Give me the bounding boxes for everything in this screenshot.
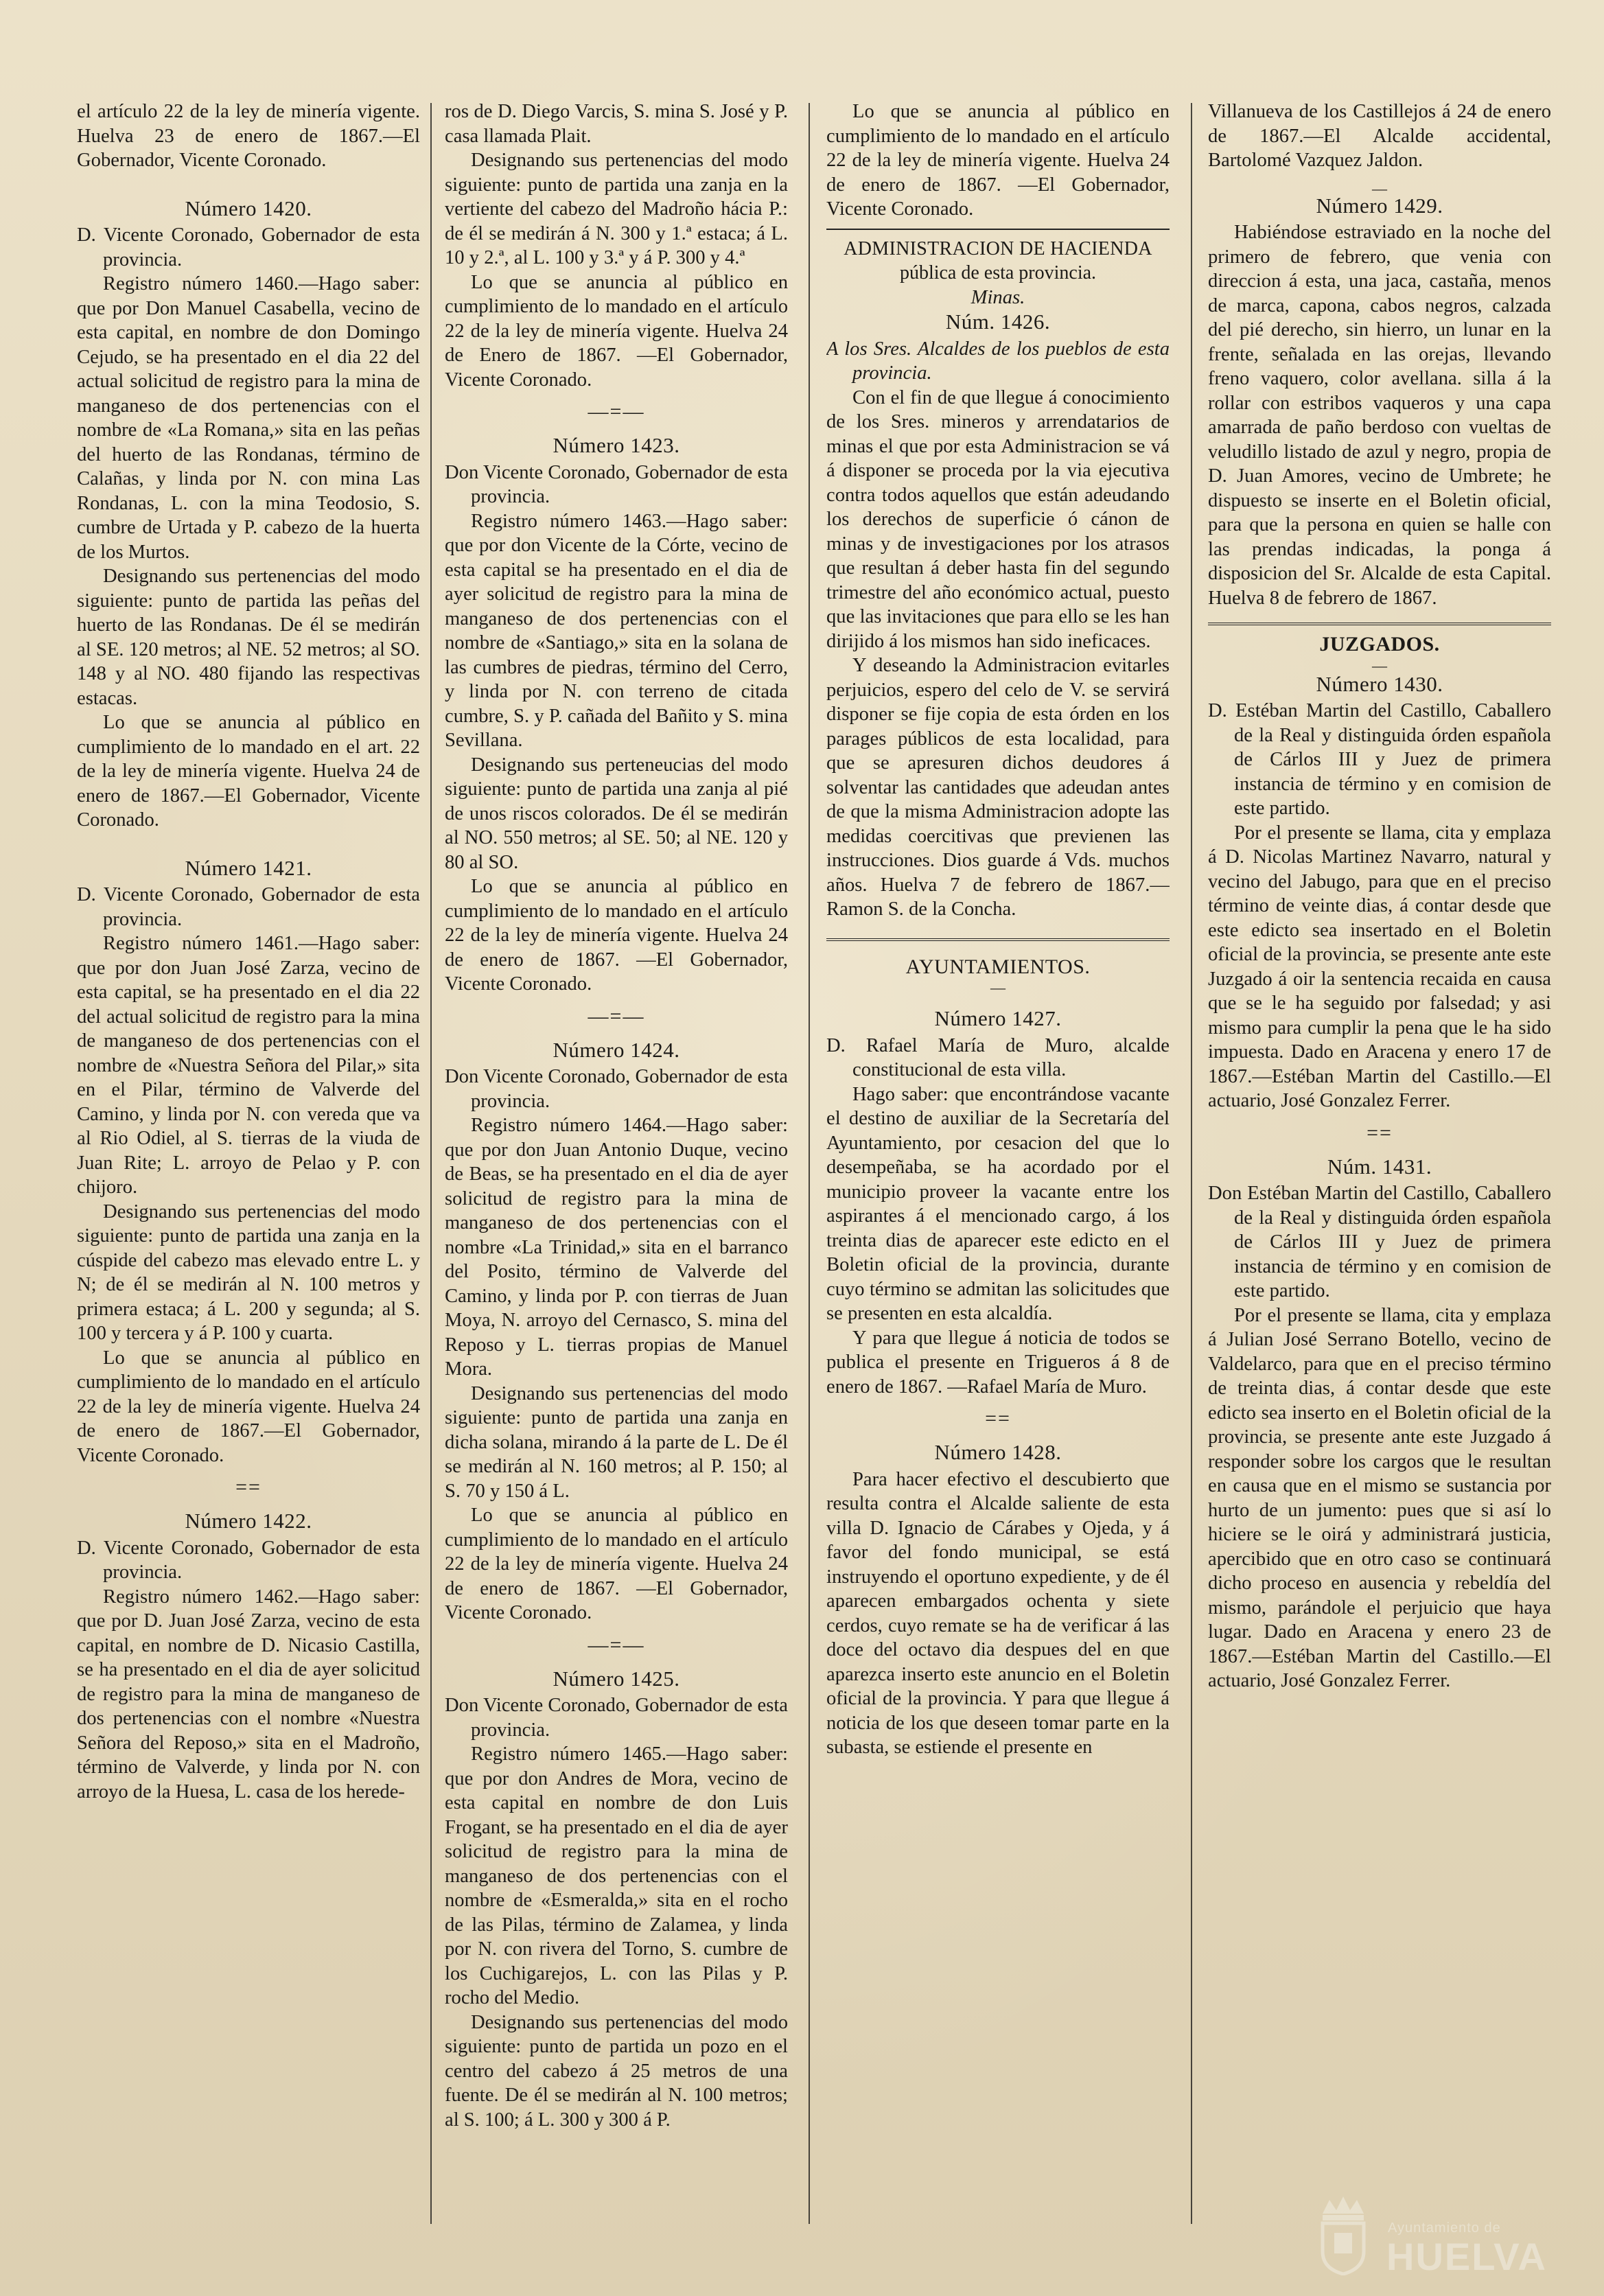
paragraph: Registro número 1464.—Hago saber: que por don Juan Antonio Duque, vecino de Beas, se ha presentado en el dia de ayer solicitud de registro para la mina de manganeso de dos pertenencias con el nombre «La Trinidad,» sita en el barranco del Posito, término de Valverde del Camino, y linda por P. con tierras de Juan Moya, N. arroyo del Cernasco, S. mina del Reposo y L. tierras propias de Manuel Mora.	[445, 1115, 788, 1380]
section-separator: ==	[985, 1407, 1011, 1430]
column-4	[1208, 100, 1551, 2269]
dash-separator: —	[1372, 656, 1387, 674]
column-3	[826, 100, 1170, 2269]
notice-number: Número 1428.	[934, 1440, 1062, 1464]
column-2	[445, 100, 788, 2269]
notice-number: Número 1427.	[934, 1006, 1062, 1030]
section-rule	[826, 229, 1170, 230]
paragraph: Para hacer efectivo el descubierto que resulta contra el Alcalde saliente de esta villa D. Ignacio de Cárabes y Ojeda, y á favor del fondo municipal, se está instruyendo el oportuno expediente, y de él aparecen embargados ochenta y siete cerdos, cuyo remate se ha de verificar á las doce del octavo dia despues del en que aparezca inserto este anuncio en el Boletin oficial de la provincia. Y para que llegue á noticia de los que deseen tomar parte en la subasta, se estiende el presente en	[826, 1468, 1170, 1758]
paragraph: Hago saber: que encontrándose vacante el destino de auxiliar de la Secretaría del Ayuntamiento, por cesacion del que lo desempeñaba, se ha acordado por el municipio proveer la vacante entre los aspirantes á el mencionado cargo, á los treinta dias de aparecer este edicto en el Boletin oficial de la provincia, durante cuyo término se admitan las solicitudes que se presenten en esta alcaldía.	[826, 1083, 1170, 1324]
notice-number: Número 1430.	[1316, 671, 1443, 696]
notice-number: Número 1425.	[553, 1666, 680, 1691]
paragraph: Designando sus pertenencias del modo siguiente: punto de partida las peñas del huerto de las Rondanas. De él se medirán al SE. 120 metros; al NE. 52 metros; al SO. 148 y al NO. 480 fijando las respectivas estacas.	[77, 566, 420, 709]
paragraph: Registro número 1461.—Hago saber: que por don Juan José Zarza, vecino de esta capital, se ha presentado en el dia 22 del actual solicitud de registro para la mina de manganeso de dos pertenencias con el nombre de «Nuestra Señora del Pilar,» sita en el Pilar, término de Valverde del Camino, y linda por N. con vereda que va al Rio Odiel, al S. tierras de la viuda de Juan Rite; L. arroyo de Pelao y P. con chijoro.	[77, 933, 420, 1198]
notice-number: Número 1429.	[1316, 193, 1443, 218]
column-rule	[1191, 103, 1192, 2224]
section-separator: —=—	[588, 1004, 645, 1028]
notice-number: Núm. 1431.	[1327, 1154, 1432, 1179]
paragraph: Lo que se anuncia al público en cumplimiento de lo mandado en el artículo 22 de la ley de minería vigente. Huelva 24 de enero de 1867.—El Gobernador, Vicente Coronado.	[77, 1347, 420, 1466]
paragraph: Designando sus perteneucias del modo siguiente: punto de partida una zanja al pié de unos riscos colorados. De él se medirán al NO. 550 metros; al SE. 50; al NE. 120 y 80 al SO.	[445, 754, 788, 873]
paragraph: Designando sus pertenencias del modo siguiente: punto de partida una zanja en dicha solana, mirando á la parte de L. De él se medirán al N. 160 metros; al P. 150; al S. 70 y 150 á L.	[445, 1382, 788, 1502]
notice-heading: Don Vicente Coronado, Gobernador de esta provincia.	[445, 461, 788, 507]
paragraph: Lo que se anuncia al público en cumplimiento de lo mandado en el artículo 22 de la ley de minería vigente. Huelva 24 de Enero de 1867. —El Gobernador, Vicente Coronado.	[445, 271, 788, 391]
paragraph: Lo que se anuncia al público en cumplimiento de lo mandado en el artículo 22 de la ley de minería vigente. Huelva 24 de enero de 1867. —El Gobernador, Vicente Coronado.	[445, 1505, 788, 1623]
notice-number: Número 1423.	[553, 433, 680, 457]
watermark-caption: Ayuntamiento de	[1388, 2220, 1501, 2236]
notice-addressee: A los Sres. Alcaldes de los pueblos de esta provincia.	[826, 338, 1170, 384]
notice-number: Número 1421.	[185, 855, 312, 880]
paragraph: Y deseando la Administracion evitarles perjuicios, espero del celo de V. se servirá disponer se fije copia de esta órden en los parages públicos de esta localidad, para que se apresuren dichos deudores á solventar las cantidades que adeudan antes de que la misma Administracion adopte las medidas coercitivas que previenen las instrucciones. Dios guarde á Vds. muchos años. Huelva 7 de febrero de 1867.—Ramon S. de la Concha.	[826, 655, 1170, 920]
notice-heading: Don Vicente Coronado, Gobernador de esta provincia.	[445, 1066, 788, 1112]
crown-shield-icon	[1312, 2193, 1374, 2275]
paragraph: Designando sus pertenencias del modo siguiente: punto de partida una zanja en la vertiente del cabezo del Madroño hácia P.: de él se medirán á N. 300 y 1.ª estaca; á L. 10 y 2.ª, al L. 100 y 3.ª y á P. 300 y 4.ª	[445, 150, 788, 268]
notice-heading: D. Vicente Coronado, Gobernador de esta provincia.	[77, 224, 420, 270]
archive-watermark	[1312, 2193, 1547, 2278]
section-separator: ==	[235, 1476, 261, 1498]
paragraph: Villanueva de los Castillejos á 24 de enero de 1867.—El Alcalde accidental, Bartolomé Vazquez Jaldon.	[1208, 101, 1551, 171]
paragraph: Lo que se anuncia al público en cumplimiento de lo mandado en el artículo 22 de la ley de minería vigente. Huelva 24 de enero de 1867. —El Gobernador, Vicente Coronado.	[445, 876, 788, 995]
paragraph: Lo que se anuncia al público en cumplimiento de lo mandado en el art. 22 de la ley de minería vigente. Huelva 24 de enero de 1867.—El Gobernador, Vicente Coronado.	[77, 712, 420, 831]
notice-heading: Don Estéban Martin del Castillo, Caballero de la Real y distinguida órden española de Cárlos III y Juez de primera instancia de término y en comision de este partido.	[1208, 1183, 1551, 1301]
notice-number: Núm. 1426.	[945, 310, 1051, 334]
column-rule	[809, 103, 810, 2224]
paragraph: Registro número 1462.—Hago saber: que por D. Juan José Zarza, vecino de esta capital, en nombre de D. Nicasio Castilla, se ha presentado en el dia de ayer solicitud de registro para la mina de manganeso de dos pertenencias con el nombre «Nuestra Señora del Reposo,» sita en el Madroño, término de Valverde, y linda por N. con arroyo de la Huesa, L. casa de los herede-	[77, 1586, 420, 1802]
paragraph: Por el presente se llama, cita y emplaza á Julian José Serrano Botello, vecino de Valdelarco, para que en el preciso término de treinta dias, á contar desde que este edicto sea inserto en el Boletin oficial de la provincia, se presente ante este Juzgado á responder sobre los cargos que le resultan en causa que en el mismo se sustancia por hurto de un jumento: pues que si así lo hiciere se le oirá y administrará justicia, apercibido que en otro caso se continuará dicho proceso en ausencia y rebeldía del mismo, parándole el perjuicio que haya lugar. Dado en Aracena y enero 23 de 1867.—Estéban Martin del Castillo.—El actuario, José Gonzalez Ferrer.	[1208, 1304, 1551, 1691]
notice-heading: Don Vicente Coronado, Gobernador de esta provincia.	[445, 1695, 788, 1741]
notice-number: Número 1424.	[553, 1037, 680, 1062]
column-rule	[430, 103, 432, 2224]
paragraph: Lo que se anuncia al público en cumplimiento de lo mandado en el artículo 22 de la ley de minería vigente. Huelva 24 de enero de 1867. —El Gobernador, Vicente Coronado.	[826, 101, 1170, 220]
paragraph: Designando sus pertenencias del modo siguiente: punto de partida un pozo en el centro del cabezo á 25 metros de una fuente. De él se medirán al N. 100 metros; al S. 100; á L. 300 y 300 á P.	[445, 2011, 788, 2131]
paragraph: Habiéndose estraviado en la noche del primero de febrero, que venia con direccion á esta, una jaca, castaña, menos de marca, capona, cabos negros, calzada del pié derecho, sin hierro, un lunar en la frente, señalada en las orejas, llevando freno vaquero, color avellana. silla á la rollar con estribos vaqueros y una capa amarrada de paño berdoso con vueltas de veludillo listado de azul y negro, propia de D. Juan Amores, vecino de Umbrete; he dispuesto se inserte en el Boletin oficial, para que la persona en quien se halle con las prendas indicadas, la ponga á disposicion del Sr. Alcalde de esta Capital. Huelva 8 de febrero de 1867.	[1208, 222, 1551, 609]
notice-number: Número 1420.	[185, 196, 312, 220]
section-separator: —=—	[588, 400, 645, 423]
notice-heading: D. Vicente Coronado, Gobernador de esta provincia.	[77, 1537, 420, 1583]
paragraph: Registro número 1465.—Hago saber: que por don Andres de Mora, vecino de esta capital en nombre de don Luis Frogant, se ha presentado en el dia de ayer solicitud de registro para la mina de manganeso de dos pertenencias con el nombre de «Esmeralda,» sita en el rocho de las Pilas, término de Zalamea, y linda por N. con rivera del Torno, S. cumbre de los Cuchigarejos, L. con las Pilas y P. rocho del Medio.	[445, 1743, 788, 2008]
section-header: AYUNTAMIENTOS.	[905, 955, 1091, 978]
notice-number: Número 1422.	[185, 1509, 312, 1533]
section-header: ADMINISTRACION DE HACIENDA	[844, 237, 1152, 259]
section-double-rule	[826, 938, 1170, 941]
section-double-rule	[1208, 623, 1551, 625]
paragraph: Registro número 1463.—Hago saber: que por don Vicente de la Córte, vecino de esta capital se ha presentado en el dia de ayer solicitud de registro para la mina de manganeso de dos pertenencias con el nombre de «Santiago,» sita en la solana de las cumbres de piedras, término del Cerro, y linda por N. con terreno de citada cumbre, S. y P. cañada del Bañito y S. mina Sevillana.	[445, 510, 788, 751]
notice-heading: D. Rafael María de Muro, alcalde constitucional de esta villa.	[826, 1034, 1170, 1080]
column-1	[77, 100, 420, 2269]
dash-separator: —	[1372, 179, 1387, 197]
section-topic: Minas.	[970, 286, 1025, 308]
watermark-title: HUELVA	[1386, 2235, 1547, 2278]
paragraph: Por el presente se llama, cita y emplaza á D. Nicolas Martinez Navarro, natural y vecino del Jabugo, para que en el preciso término de veinte dias, á contar desde que este edicto sea insertado en el Boletin oficial de la provincia, se presente ante este Juzgado á oir la sentencia recaida en causa que se le ha seguido por falsedad; y asi mismo para cumplir la pena que le ha sido impuesta. Dado en Aracena y enero 17 de 1867.—Estéban Martin del Castillo.—El actuario, José Gonzalez Ferrer.	[1208, 822, 1551, 1111]
paragraph: Designando sus pertenencias del modo siguiente: punto de partida una zanja en la cúspide del cabezo mas elevado entre L. y N; de él se medirán al N. 100 metros y primera estaca; á L. 200 y segunda; al S. 100 y tercera y á P. 100 y cuarta.	[77, 1201, 420, 1344]
notice-heading: D. Vicente Coronado, Gobernador de esta provincia.	[77, 884, 420, 930]
section-separator: —=—	[588, 1633, 645, 1656]
notice-heading: D. Estéban Martin del Castillo, Caballero de la Real y distinguida órden española de Cárlos III y Juez de primera instancia de término y en comision de este partido.	[1208, 700, 1551, 819]
section-header: JUZGADOS.	[1319, 633, 1440, 656]
paragraph: el artículo 22 de la ley de minería vigente. Huelva 23 de enero de 1867.—El Gobernador, Vicente Coronado.	[77, 101, 420, 171]
dash-separator: —	[990, 979, 1006, 996]
paragraph: Con el fin de que llegue á conocimiento de los Sres. mineros y arrendatarios de minas el que por esta Administracion se vá á disponer se proceda por la via ejecutiva contra todos aquellos que están adeudando los derechos de superficie ó cánon de minas y de investigaciones por los atrasos que resultan á deber hasta fin del segundo trimestre del año económico actual, puesto que las invitaciones que para ello se les han dirijido á los mismos han sido ineficaces.	[826, 386, 1170, 652]
paragraph: ros de D. Diego Varcis, S. mina S. José y P. casa llamada Plait.	[445, 101, 788, 147]
paragraph: Y para que llegue á noticia de todos se publica el presente en Trigueros á 8 de enero de 1867. —Rafael María de Muro.	[826, 1327, 1170, 1398]
section-subheader: pública de esta provincia.	[899, 262, 1097, 283]
section-separator: ==	[1367, 1121, 1393, 1144]
paragraph: Registro número 1460.—Hago saber: que por Don Manuel Casabella, vecino de esta capital, en nombre de don Domingo Cejudo, se ha presentado en el dia 22 del actual solicitud de registro para la mina de manganeso de dos pertenencias con el nombre de «La Romana,» sita en las peñas del huerto de las Rondanas, término de Calañas, y linda por N. con mina Las Rondanas, L. con la mina Teodosio, S. cumbre de Urtada y P. cabezo de la huerta de los Murtos.	[77, 273, 420, 563]
